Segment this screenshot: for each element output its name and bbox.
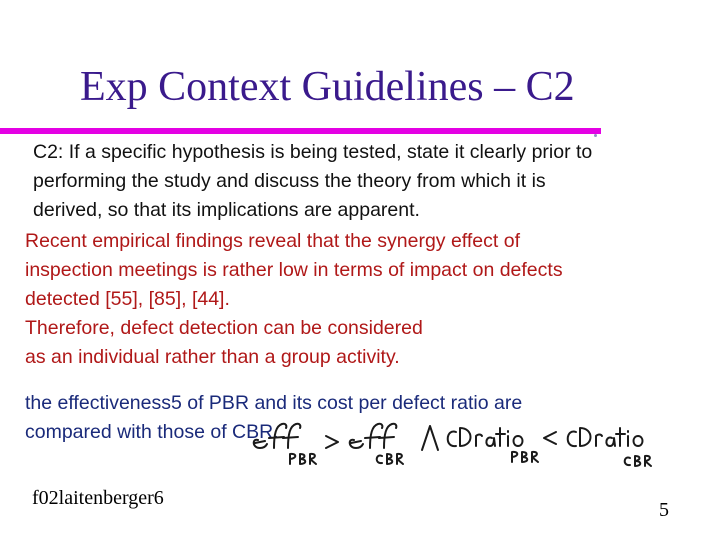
finding-line: as an individual rather than a group activity. — [25, 346, 400, 368]
finding-line: Therefore, defect detection can be considered — [25, 317, 423, 339]
slide-title: Exp Context Guidelines – C2 — [80, 64, 575, 110]
findings-text — [25, 227, 563, 372]
finding-line: inspection meetings is rather low in terms of impact on defects — [25, 259, 563, 281]
decorative-dot — [594, 134, 597, 137]
page-number: 5 — [659, 499, 669, 521]
hypothesis-line: compared with those of CBR. — [25, 421, 279, 443]
handwritten-formula-image — [250, 412, 660, 472]
finding-line: Recent empirical findings reveal that the synergy effect of — [25, 230, 520, 252]
guideline-line: performing the study and discuss the theory from which it is — [33, 170, 546, 192]
guideline-text — [33, 138, 720, 225]
title-underline — [0, 128, 601, 134]
guideline-line: derived, so that its implications are apparent. — [33, 199, 420, 221]
guideline-line: C2: If a specific hypothesis is being tested, state it clearly prior to — [33, 141, 593, 163]
finding-line: detected [55], [85], [44]. — [25, 288, 230, 310]
hypothesis-line: the effectiveness5 of PBR and its cost per defect ratio are — [25, 392, 523, 414]
footer-source-label: f02laitenberger6 — [32, 487, 164, 509]
